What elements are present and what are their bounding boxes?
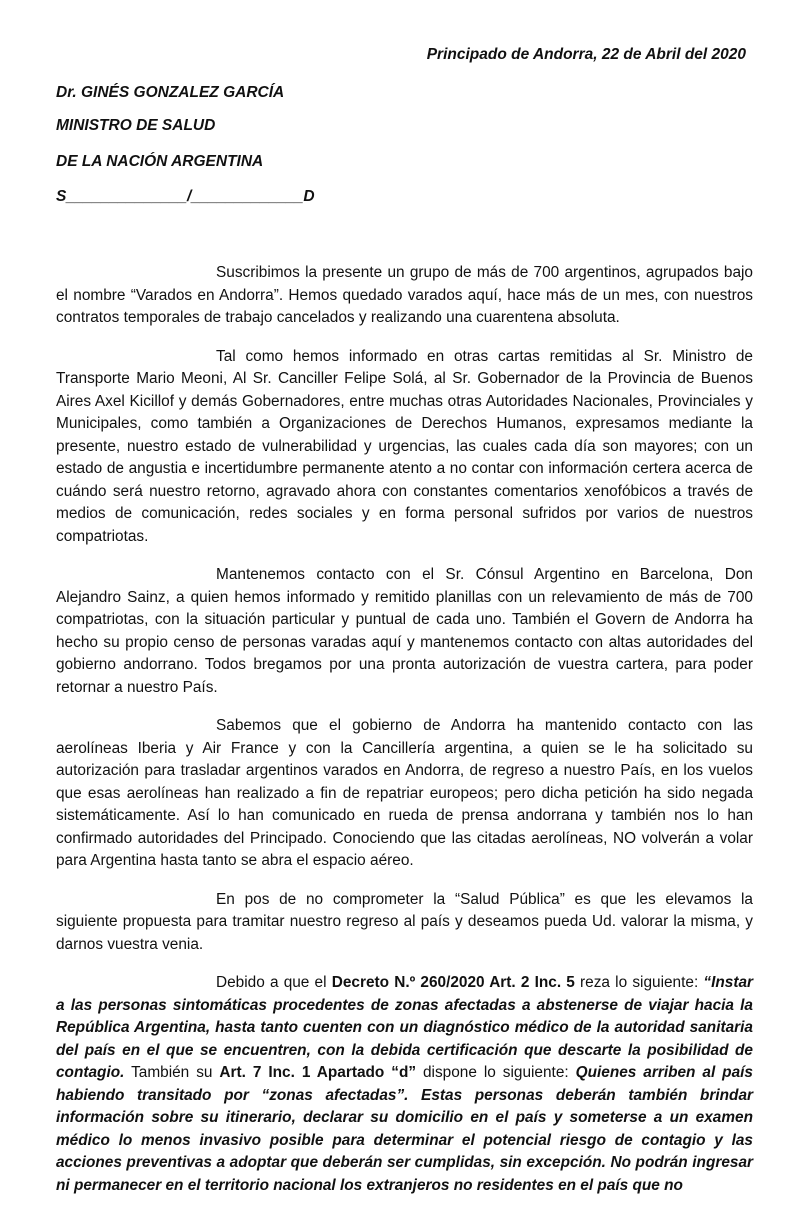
paragraph-consul-contact: Mantenemos contacto con el Sr. Cónsul Argentino en Barcelona, Don Alejandro Sainz, a quien hemos informado y remitido planillas con un relevamiento de más de 700 compatriotas, con la situación particular y puntual de cada uno. También el Govern de Andorra ha hecho su propio censo de personas varadas aquí y mantenemos contacto con altas autoridades del gobierno andorrano. Todos bregamos por una pronta autorización de vuestra cartera, para poder retornar a nuestro País.	[56, 566, 753, 696]
paragraph-airlines: Sabemos que el gobierno de Andorra ha mantenido contacto con las aerolíneas Iberia y Air France y con la Cancillería argentina, a quien se le ha solicitado su autorización para trasladar argentinos varados en Andorra, de regreso a nuestro País, en los vuelos que esas aerolíneas han realizado a fin de repatriar europeos; pero dicha petición ha sido negada sistemáticamente. Así lo han comunicado en rueda de prensa andorrana y también nos lo han confirmado autoridades del Principado. Conociendo que las citadas aerolíneas, NO volverán a volar para Argentina hasta tanto se abra el espacio aéreo.	[56, 717, 753, 869]
decree-quote-2: Quienes arriben al país habiendo transitado por “zonas afectadas”. Estas personas deberán también brindar información sobre su itinerario, declarar su domicilio en el país y someterse a un examen médico lo menos invasivo posible para determinar el potencial riesgo de contagio y las acciones preventivas a adoptar que deberán ser cumplidas, sin excepción. No podrán ingresar ni permanecer en el territorio nacional los extranjeros no residentes en el país que no	[56, 1064, 753, 1194]
paragraph-decree	[56, 972, 753, 1197]
decree-disposes: dispone lo siguiente:	[416, 1064, 576, 1081]
date-line: Principado de Andorra, 22 de Abril del 2020	[426, 46, 746, 63]
paragraph-proposal: En pos de no comprometer la “Salud Pública” es que les elevamos la siguiente propuesta para tramitar nuestro regreso al país y deseamos pueda Ud. valorar la misma, y darnos vuestra venia.	[56, 890, 753, 953]
decree-also: También su	[124, 1064, 220, 1081]
decree-connector: reza lo siguiente:	[574, 974, 704, 991]
paragraph-prior-letters: Tal como hemos informado en otras cartas remitidas al Sr. Ministro de Transporte Mario Meoni, Al Sr. Canciller Felipe Solá, al Sr. Gobernador de la Provincia de Buenos Aires Axel Kicillof y demás Gobernadores, entre muchas otras Autoridades Nacionales, Provinciales y Municipales, como también a Organizaciones de Derechos Humanos, expresamos mediante la presente, nuestro estado de vulnerabilidad y urgencias, las cuales cada día son mayores; con un estado de angustia e incertidumbre permanente atento a no contar con información certera acerca de cuándo será nuestro retorno, agravado ahora con constantes comentarios xenofóbicos a través de medios de comunicación, redes sociales y en forma personal sufridos por varios de nuestros compatriotas.	[56, 347, 753, 545]
letter-body	[56, 262, 753, 1213]
article-7-reference: Art. 7 Inc. 1 Apartado “d”	[219, 1064, 417, 1081]
decree-quote-1: “Instar a las personas sintomáticas procedentes de zonas afectadas a abstenerse de viajar hacia la República Argentina, hasta tanto cuenten con un diagnóstico médico de la autoridad sanitaria del país en el que se encuentren, con la debida certificación que descarte la posibilidad de contagio.	[56, 974, 754, 1081]
paragraph-intro: Suscribimos la presente un grupo de más de 700 argentinos, agrupados bajo el nombre “Varados en Andorra”. Hemos quedado varados aquí, hace más de un mes, con nuestros contratos temporales de trabajo cancelados y realizando una cuarentena absoluta.	[56, 264, 753, 326]
recipient-org: DE LA NACIÓN ARGENTINA	[56, 153, 264, 170]
recipient-name: Dr. GINÉS GONZALEZ GARCÍA	[56, 84, 285, 101]
decree-reference: Decreto N.º 260/2020 Art. 2 Inc. 5	[331, 974, 575, 991]
salutation: S______________/_____________D	[56, 188, 315, 205]
recipient-title: MINISTRO DE SALUD	[56, 117, 216, 134]
decree-lead: Debido a que el	[216, 974, 332, 991]
